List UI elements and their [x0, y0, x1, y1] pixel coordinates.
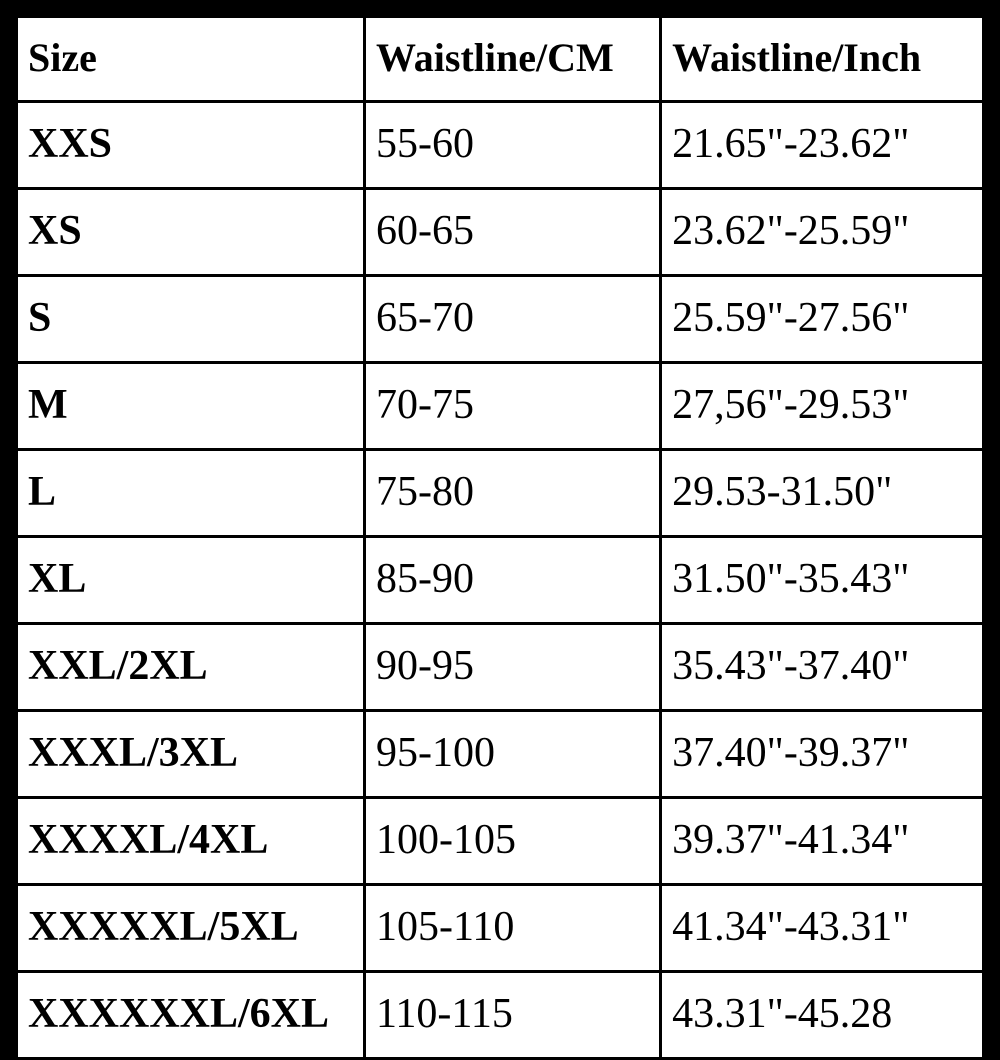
cell-size: XL	[16, 537, 364, 624]
cell-waistline-cm: 55-60	[364, 102, 660, 189]
cell-size: S	[16, 276, 364, 363]
cell-waistline-inch: 21.65"-23.62"	[661, 102, 984, 189]
cell-waistline-cm: 105-110	[364, 885, 660, 972]
cell-size: XXS	[16, 102, 364, 189]
table-body	[16, 102, 984, 1059]
cell-size: XXXXL/4XL	[16, 798, 364, 885]
column-header-size: Size	[16, 16, 364, 102]
table-header	[16, 16, 984, 102]
cell-waistline-inch: 43.31"-45.28	[661, 972, 984, 1059]
cell-waistline-cm: 110-115	[364, 972, 660, 1059]
cell-waistline-inch: 35.43"-37.40"	[661, 624, 984, 711]
table-row	[16, 537, 984, 624]
table-row	[16, 885, 984, 972]
header-row	[16, 16, 984, 102]
table-row	[16, 450, 984, 537]
cell-size: XXXXXXL/6XL	[16, 972, 364, 1059]
cell-waistline-inch: 27,56"-29.53"	[661, 363, 984, 450]
cell-waistline-inch: 39.37"-41.34"	[661, 798, 984, 885]
cell-waistline-cm: 65-70	[364, 276, 660, 363]
table-row	[16, 972, 984, 1059]
cell-size: M	[16, 363, 364, 450]
cell-waistline-inch: 41.34"-43.31"	[661, 885, 984, 972]
cell-waistline-inch: 25.59"-27.56"	[661, 276, 984, 363]
cell-size: XS	[16, 189, 364, 276]
cell-waistline-cm: 95-100	[364, 711, 660, 798]
cell-size: XXXXXL/5XL	[16, 885, 364, 972]
table-row	[16, 798, 984, 885]
cell-waistline-cm: 70-75	[364, 363, 660, 450]
cell-waistline-inch: 37.40"-39.37"	[661, 711, 984, 798]
cell-size: L	[16, 450, 364, 537]
table-row	[16, 102, 984, 189]
size-chart-container	[14, 14, 986, 1037]
column-header-waistline-inch: Waistline/Inch	[661, 16, 984, 102]
cell-size: XXXL/3XL	[16, 711, 364, 798]
table-row	[16, 189, 984, 276]
table-row	[16, 624, 984, 711]
cell-waistline-inch: 31.50"-35.43"	[661, 537, 984, 624]
column-header-waistline-cm: Waistline/CM	[364, 16, 660, 102]
cell-waistline-cm: 75-80	[364, 450, 660, 537]
cell-waistline-cm: 90-95	[364, 624, 660, 711]
cell-waistline-cm: 60-65	[364, 189, 660, 276]
cell-waistline-inch: 23.62"-25.59"	[661, 189, 984, 276]
cell-waistline-cm: 85-90	[364, 537, 660, 624]
size-chart-table	[14, 14, 986, 1060]
cell-size: XXL/2XL	[16, 624, 364, 711]
cell-waistline-inch: 29.53-31.50"	[661, 450, 984, 537]
table-row	[16, 363, 984, 450]
cell-waistline-cm: 100-105	[364, 798, 660, 885]
table-row	[16, 276, 984, 363]
table-row	[16, 711, 984, 798]
